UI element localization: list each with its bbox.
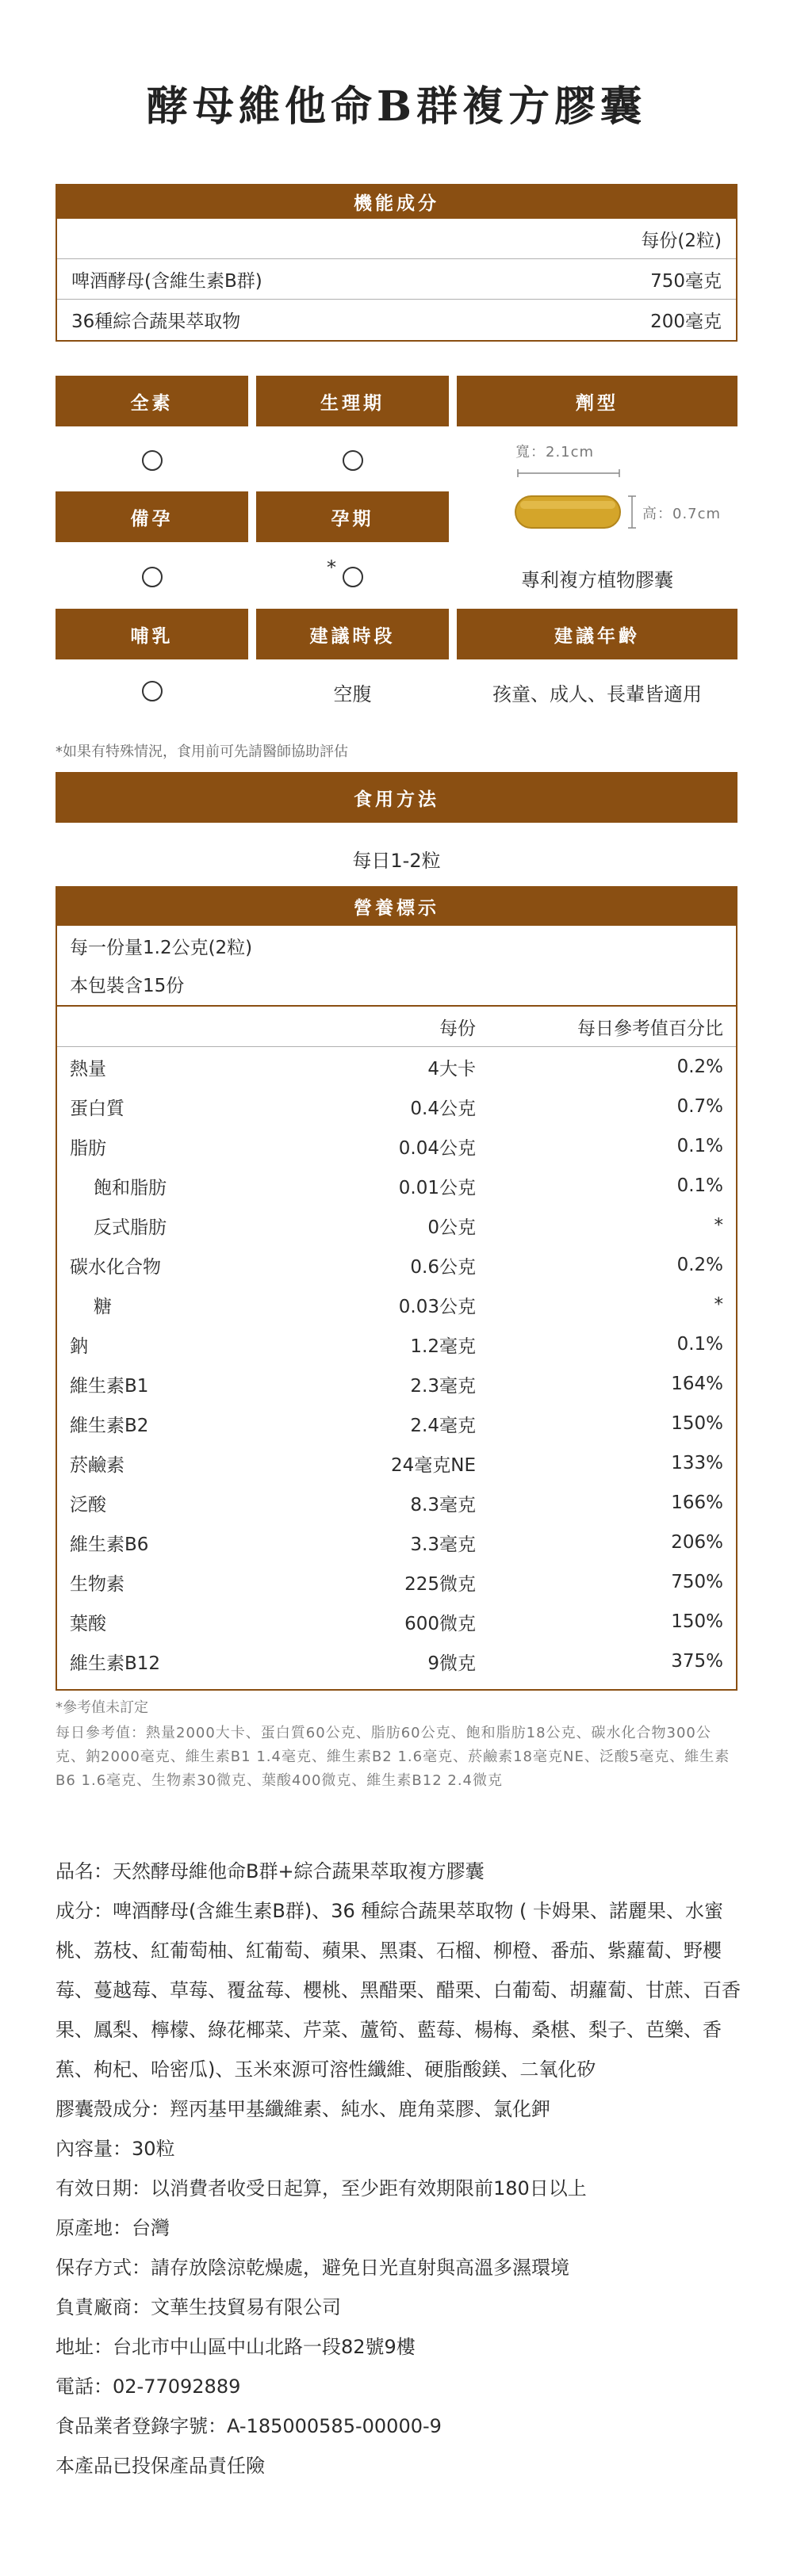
nutrient-daily-value: 166% xyxy=(671,1492,723,1513)
nutrient-name: 熱量 xyxy=(70,1058,106,1080)
nutrient-name: 維生素B6 xyxy=(70,1534,149,1555)
product-info xyxy=(56,1852,742,2486)
ingredient-name: 啤酒酵母(含維生素B群) xyxy=(71,270,262,292)
product-info-line: 地址：台北市中山區中山北路一段82號9樓 xyxy=(56,2336,416,2358)
ingredient-amount: 750毫克 xyxy=(650,270,722,292)
breastfeed-label: 哺乳 xyxy=(56,609,248,659)
nutrient-name: 葉酸 xyxy=(70,1613,106,1634)
timing-value: 空腹 xyxy=(333,683,372,705)
nutrition-row xyxy=(57,1443,736,1483)
capsule-image xyxy=(514,495,622,529)
page-title: 酵母維他命B群複方膠囊 xyxy=(147,82,646,131)
capsule-width-dimension xyxy=(517,468,620,479)
product-info-line: 保存方式：請存放陰涼乾燥處，避免日光直射與高溫多濕環境 xyxy=(56,2257,569,2279)
nutrient-per-serving: 600微克 xyxy=(404,1613,476,1634)
nutrient-daily-value: 0.7% xyxy=(676,1096,723,1117)
nutrient-daily-value: 375% xyxy=(671,1651,723,1672)
nutrition-rows xyxy=(57,1047,736,1689)
ingredient-name: 36種綜合蔬果萃取物 xyxy=(71,311,241,332)
nutrient-daily-value: 164% xyxy=(671,1374,723,1394)
nutrient-per-serving: 4大卡 xyxy=(427,1058,476,1080)
nutrition-row xyxy=(57,1166,736,1206)
nutrition-row xyxy=(57,1602,736,1642)
nutrient-name: 維生素B2 xyxy=(70,1415,149,1436)
nutrient-name: 飽和脂肪 xyxy=(94,1177,167,1198)
nutrient-per-serving: 0公克 xyxy=(427,1217,476,1238)
reference-note: *參考值未訂定 xyxy=(56,1699,148,1716)
nutrient-name: 泛酸 xyxy=(70,1494,106,1515)
nutrient-name: 生物素 xyxy=(70,1573,125,1595)
ingredients-header xyxy=(56,184,737,219)
nutrient-name: 菸鹼素 xyxy=(70,1454,125,1476)
nutrient-name: 脂肪 xyxy=(70,1137,106,1159)
nutrient-daily-value: 0.2% xyxy=(676,1255,723,1275)
product-info-line: 成分：啤酒酵母(含維生素B群)、36 種綜合蔬果萃取物 ( 卡姆果、諾麗果、水蜜桃、荔枝、紅葡萄柚、紅葡萄、蘋果、黑棗、石榴、柳橙、番茄、紫蘿蔔、野櫻莓、蔓越莓、草莓、覆盆莓、櫻桃、黑醋栗、醋栗、白葡萄、胡蘿蔔、甘蔗、百香果、鳳梨、檸檬、綠花椰菜、芹菜、蘆筍、藍莓、楊梅、桑椹、梨子、芭樂、香蕉、枸杞、哈密瓜)、玉米來源可溶性纖維、硬脂酸鎂、二氧化矽 xyxy=(56,1900,741,2081)
nutrient-daily-value: * xyxy=(714,1294,723,1315)
nutrient-name: 維生素B12 xyxy=(70,1653,161,1674)
nutrition-row xyxy=(57,1523,736,1562)
nutrition-row xyxy=(57,1126,736,1166)
age-value: 孩童、成人、長輩皆適用 xyxy=(492,683,702,705)
ingredient-amount: 200毫克 xyxy=(650,311,722,332)
ingredient-row xyxy=(57,300,736,339)
nutrition-row xyxy=(57,1206,736,1245)
special-condition-note: *如果有特殊情況，食用前可先請醫師協助評估 xyxy=(56,743,348,760)
nutrition-servings: 本包裝含15份 xyxy=(70,975,185,996)
form-label: 劑型 xyxy=(457,376,737,426)
nutrient-name: 反式脂肪 xyxy=(94,1217,167,1238)
pregnancy-prep-label: 備孕 xyxy=(56,491,248,542)
usage-text: 每日1-2粒 xyxy=(352,850,441,872)
nutrition-row xyxy=(57,1642,736,1681)
ingredients-serving: 每份(2粒) xyxy=(641,230,722,251)
nutrition-row xyxy=(57,1404,736,1443)
period-suitable-mark xyxy=(343,450,363,471)
reference-values: 每日參考值：熱量2000大卡、蛋白質60公克、脂肪60公克、飽和脂肪18公克、碳水化合物300公克、鈉2000毫克、維生素B1 1.4毫克、維生素B2 1.6毫克、菸鹼素18毫克NE、泛酸5毫克、維生素B6 1.6毫克、生物素30微克、葉酸400微克、維生素B12 2.4微克 xyxy=(56,1725,730,1789)
nutrient-per-serving: 0.6公克 xyxy=(410,1256,476,1278)
nutrient-per-serving: 0.4公克 xyxy=(410,1098,476,1119)
vegan-suitable-mark xyxy=(142,450,163,471)
product-info-line: 品名：天然酵母維他命B群+綜合蔬果萃取複方膠囊 xyxy=(56,1860,485,1882)
capsule-height-dimension xyxy=(626,495,638,529)
product-info-line: 有效日期：以消費者收受日起算，至少距有效期限前180日以上 xyxy=(56,2177,587,2200)
nutrition-row xyxy=(57,1245,736,1285)
capsule-type: 專利複方植物膠囊 xyxy=(521,569,673,591)
nutrient-per-serving: 0.03公克 xyxy=(398,1296,476,1317)
pregnancy-prep-suitable-mark xyxy=(142,567,163,587)
nutrient-per-serving: 9微克 xyxy=(427,1653,476,1674)
vegan-label: 全素 xyxy=(56,376,248,426)
nutrient-per-serving: 2.4毫克 xyxy=(410,1415,476,1436)
nutrition-col-per: 每份 xyxy=(439,1018,476,1039)
nutrient-daily-value: 0.1% xyxy=(676,1136,723,1156)
nutrient-name: 碳水化合物 xyxy=(70,1256,161,1278)
nutrient-per-serving: 1.2毫克 xyxy=(410,1336,476,1357)
nutrient-per-serving: 3.3毫克 xyxy=(410,1534,476,1555)
product-info-line: 本產品已投保產品責任險 xyxy=(56,2455,265,2477)
nutrient-daily-value: 150% xyxy=(671,1611,723,1632)
capsule-width-label: 寬：2.1cm xyxy=(515,444,595,461)
nutrient-daily-value: 206% xyxy=(671,1532,723,1553)
pregnant-asterisk: * xyxy=(327,556,336,579)
nutrient-daily-value: 750% xyxy=(671,1572,723,1592)
capsule-height-label: 高：0.7cm xyxy=(642,506,722,522)
ingredient-row xyxy=(57,259,736,299)
nutrition-row xyxy=(57,1047,736,1087)
nutrition-serving-size: 每一份量1.2公克(2粒) xyxy=(70,937,253,958)
nutrient-daily-value: 133% xyxy=(671,1453,723,1473)
nutrient-daily-value: 150% xyxy=(671,1413,723,1434)
nutrition-row xyxy=(57,1364,736,1404)
nutrient-name: 維生素B1 xyxy=(70,1375,149,1397)
product-info-line: 內容量：30粒 xyxy=(56,2138,175,2160)
nutrient-daily-value: * xyxy=(714,1215,723,1236)
nutrient-name: 鈉 xyxy=(70,1336,88,1357)
usage-header: 食用方法 xyxy=(56,772,737,823)
product-info-line: 電話：02-77092889 xyxy=(56,2375,241,2398)
nutrient-daily-value: 0.2% xyxy=(676,1057,723,1077)
breastfeed-suitable-mark xyxy=(142,681,163,701)
nutrition-row xyxy=(57,1483,736,1523)
nutrient-per-serving: 0.04公克 xyxy=(398,1137,476,1159)
nutrition-header: 營養標示 xyxy=(56,886,737,926)
nutrition-row xyxy=(57,1285,736,1324)
timing-label: 建議時段 xyxy=(256,609,449,659)
nutrient-per-serving: 8.3毫克 xyxy=(410,1494,476,1515)
nutrient-daily-value: 0.1% xyxy=(676,1175,723,1196)
ingredients-header-label: 機能成分 xyxy=(354,193,439,214)
nutrient-per-serving: 0.01公克 xyxy=(398,1177,476,1198)
nutrition-row xyxy=(57,1087,736,1126)
nutrient-name: 糖 xyxy=(94,1296,112,1317)
product-info-line: 食品業者登錄字號：A-185000585-00000-9 xyxy=(56,2415,442,2437)
nutrition-row xyxy=(57,1324,736,1364)
nutrient-per-serving: 2.3毫克 xyxy=(410,1375,476,1397)
nutrient-daily-value: 0.1% xyxy=(676,1334,723,1355)
nutrition-row xyxy=(57,1562,736,1602)
product-info-line: 原產地：台灣 xyxy=(56,2217,170,2239)
nutrition-col-dv: 每日參考值百分比 xyxy=(577,1018,723,1039)
age-label: 建議年齡 xyxy=(457,609,737,659)
product-info-line: 負責廠商：文華生技貿易有限公司 xyxy=(56,2296,341,2318)
pregnant-suitable-mark xyxy=(343,567,363,587)
ingredients-table xyxy=(56,219,737,342)
nutrition-columns-header xyxy=(57,1007,736,1046)
product-info-line: 膠囊殼成分：羥丙基甲基纖維素、純水、鹿角菜膠、氯化鉀 xyxy=(56,2098,550,2120)
nutrient-per-serving: 24毫克NE xyxy=(390,1454,476,1476)
pregnant-label: 孕期 xyxy=(256,491,449,542)
nutrient-per-serving: 225微克 xyxy=(404,1573,476,1595)
period-label: 生理期 xyxy=(256,376,449,426)
nutrition-table xyxy=(56,926,737,1691)
nutrient-name: 蛋白質 xyxy=(70,1098,125,1119)
